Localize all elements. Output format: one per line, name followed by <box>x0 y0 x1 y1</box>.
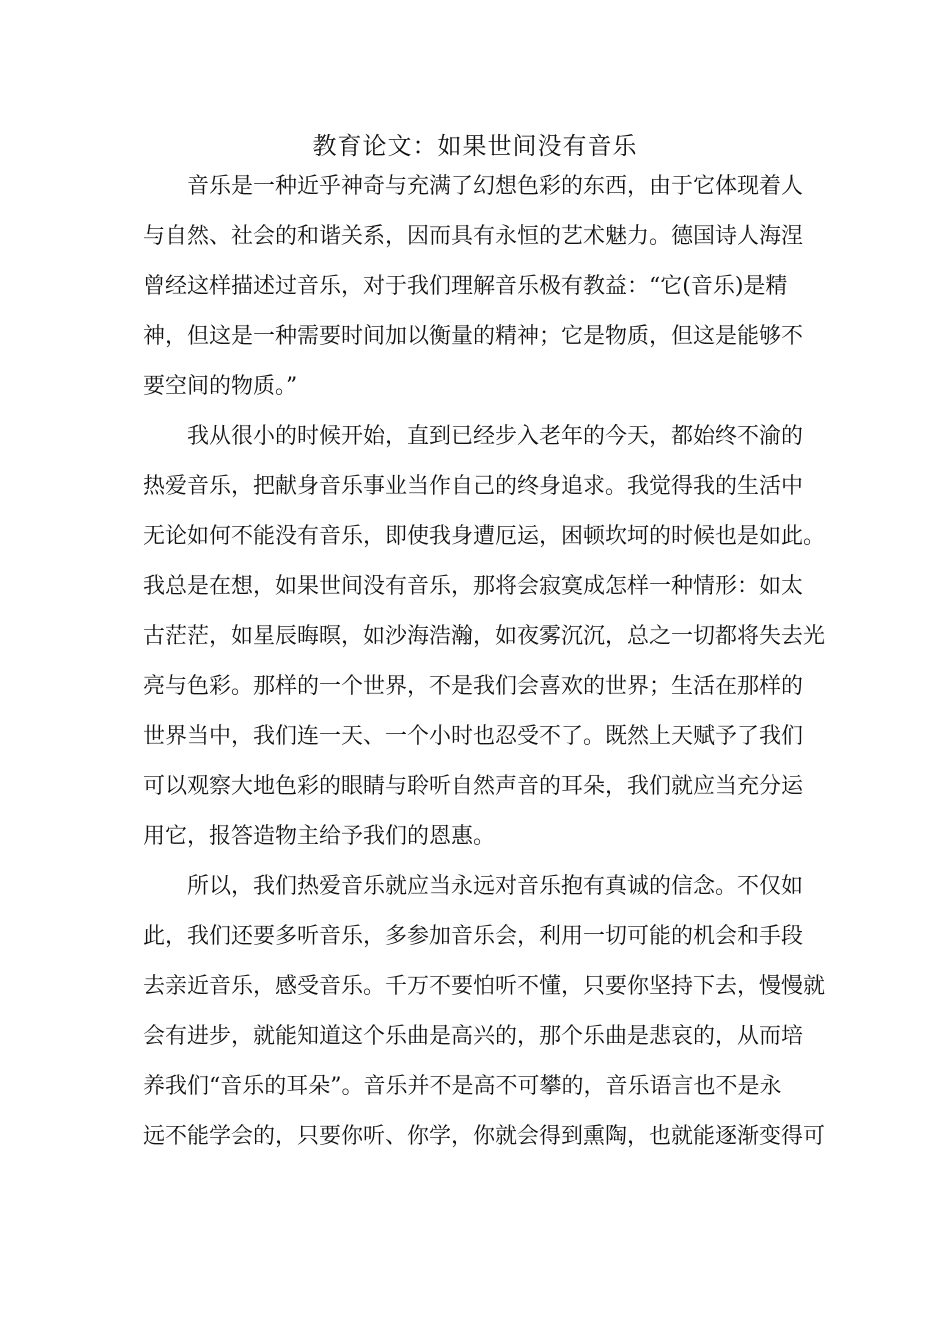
text-line: 世界当中，我们连一天、一个小时也忍受不了。既然上天赋予了我们 <box>143 724 804 749</box>
text-line: 我总是在想，如果世间没有音乐，那将会寂寞成怎样一种情形：如太 <box>143 574 804 599</box>
text-line: 去亲近音乐，感受音乐。千万不要怕听不懂，只要你坚持下去，慢慢就 <box>143 974 826 999</box>
text-line: 曾经这样描述过音乐，对于我们理解音乐极有教益：“它(音乐)是精 <box>143 274 788 299</box>
text-line: 热爱音乐，把献身音乐事业当作自己的终身追求。我觉得我的生活中 <box>143 474 804 499</box>
paragraph-1 <box>143 170 811 420</box>
text-line: 古茫茫，如星辰晦暝，如沙海浩瀚，如夜雾沉沉，总之一切都将失去光 <box>143 624 826 649</box>
text-line: 用它，报答造物主给予我们的恩惠。 <box>143 824 496 849</box>
text-line: 可以观察大地色彩的眼睛与聆听自然声音的耳朵，我们就应当充分运 <box>143 774 804 799</box>
text-line: 此，我们还要多听音乐，多参加音乐会，利用一切可能的机会和手段 <box>143 924 804 949</box>
text-line: 神，但这是一种需要时间加以衡量的精神；它是物质，但这是能够不 <box>143 324 804 349</box>
text-line: 要空间的物质。” <box>143 374 298 399</box>
text-line: 养我们“音乐的耳朵”。音乐并不是高不可攀的，音乐语言也不是永 <box>143 1074 782 1099</box>
paragraph-3 <box>143 870 826 1170</box>
document-title: 教育论文：如果世间没有音乐 <box>312 132 638 160</box>
paragraph-2 <box>143 420 826 870</box>
text-line: 所以，我们热爱音乐就应当永远对音乐抱有真诚的信念。不仅如 <box>187 874 804 899</box>
text-line: 远不能学会的，只要你听、你学，你就会得到熏陶，也就能逐渐变得可 <box>143 1124 826 1149</box>
text-line: 亮与色彩。那样的一个世界，不是我们会喜欢的世界；生活在那样的 <box>143 674 804 699</box>
text-line: 我从很小的时候开始，直到已经步入老年的今天，都始终不渝的 <box>187 424 804 449</box>
document-body <box>143 170 826 1170</box>
text-line: 无论如何不能没有音乐，即使我身遭厄运，困顿坎坷的时候也是如此。 <box>143 524 826 549</box>
text-line: 音乐是一种近乎神奇与充满了幻想色彩的东西，由于它体现着人 <box>187 174 804 199</box>
text-line: 与自然、社会的和谐关系，因而具有永恒的艺术魅力。德国诗人海涅 <box>143 224 804 249</box>
text-line: 会有进步，就能知道这个乐曲是高兴的，那个乐曲是悲哀的，从而培 <box>143 1024 804 1049</box>
